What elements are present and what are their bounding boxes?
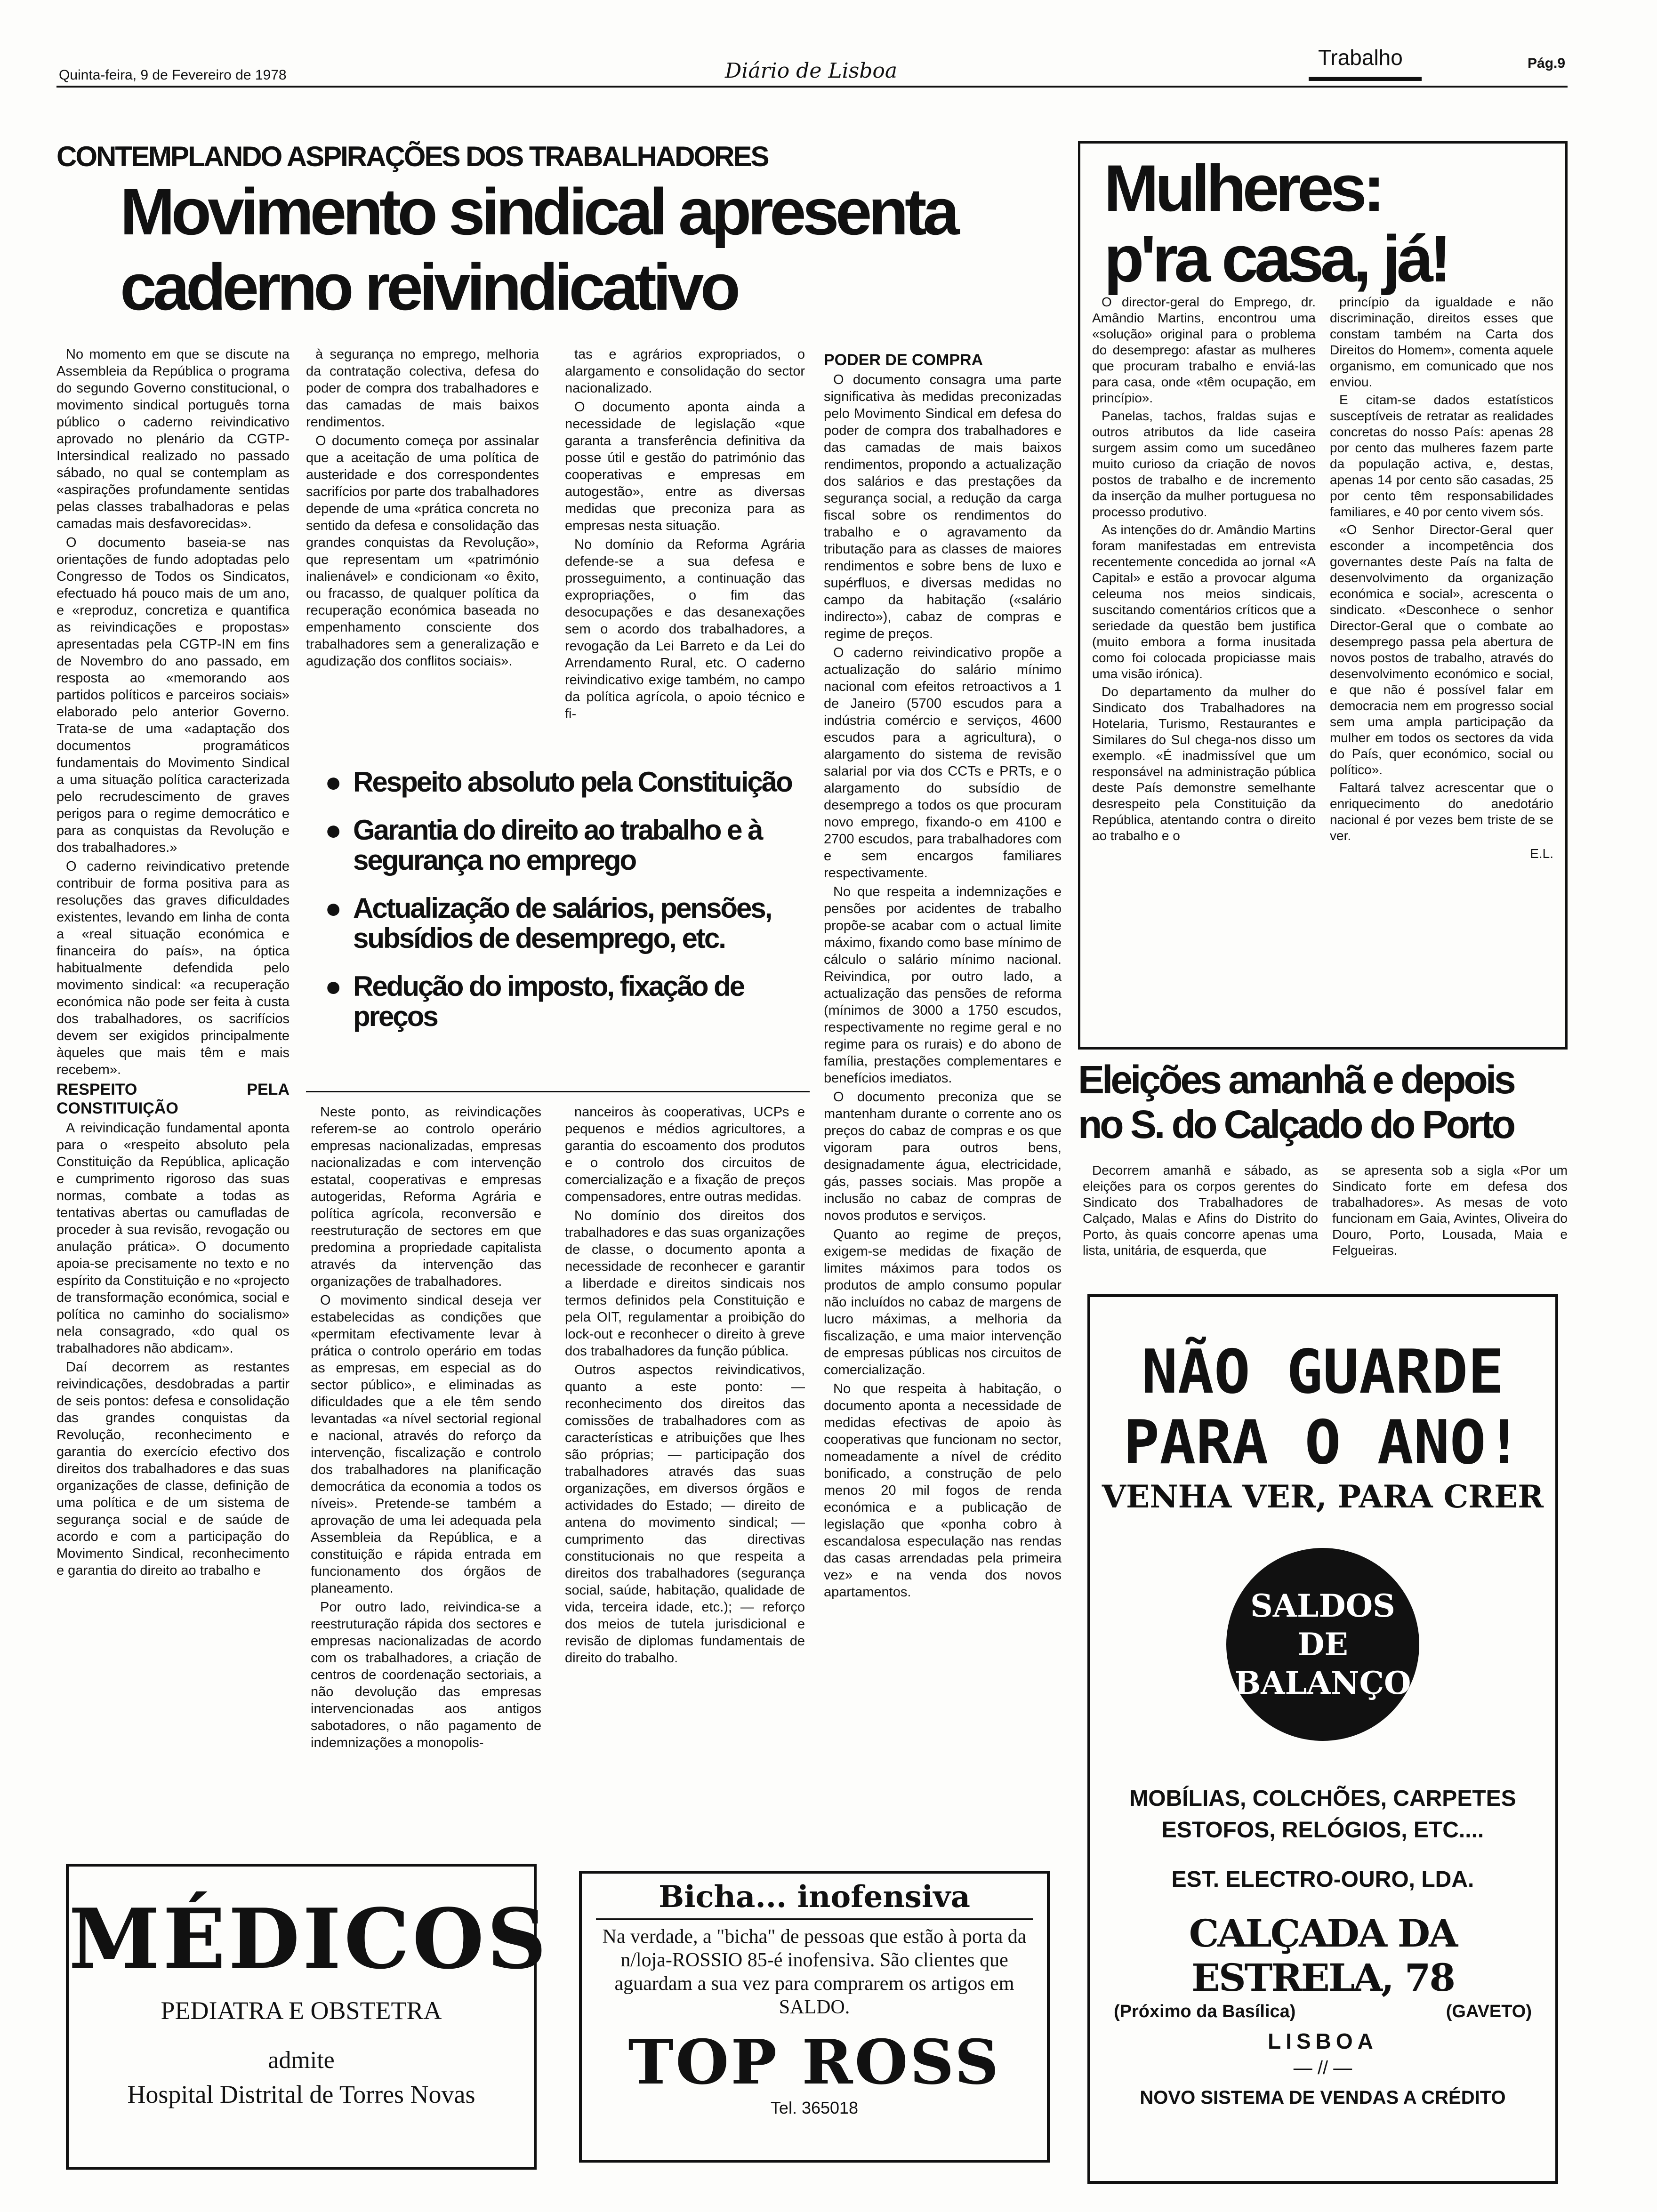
ad-near: (Próximo da Basílica) (1114, 2002, 1296, 2021)
ad-credit: NOVO SISTEMA DE VENDAS A CRÉDITO (1140, 2087, 1506, 2108)
ad-separator: — // — (1293, 2058, 1352, 2078)
ad-items-2: ESTOFOS, RELÓGIOS, ETC.... (1161, 1818, 1484, 1843)
medicos-admits: admite (268, 2047, 335, 2074)
eleicoes-column-a (1083, 1162, 1318, 1260)
paragraph: No domínio dos direitos dos trabalhadores e das suas organizações de classe, o documento aponta a necessidade de reconhecer e garantir a liberdade e direitos sindicais nos termos definidos pela Constituição e pela OIT, regulamentar a proibição do lock-out e reconhecer o direito à greve dos trabalhadores da função pública. (565, 1208, 805, 1359)
key-point: ● Respeito absoluto pela Constituição (325, 766, 792, 798)
page-number: Pág.9 (1528, 56, 1566, 71)
paragraph: O director-geral do Emprego, dr. Amândio Martins, encontrou uma «solução» original para o problema do desemprego: afastar as mulheres que procuram trabalho e enviá-las para casa, onde «têm ocupação, em princípio». (1092, 295, 1316, 405)
ad-address: CALÇADA DA ESTRELA, 78 (1189, 1911, 1457, 2000)
bullet-icon: ● (325, 814, 341, 846)
mulheres-column-b (1330, 294, 1553, 864)
paragraph: nanceiros às cooperativas, UCPs e pequenos e médios agricultores, a garantia do escoamento dos produtos e o controlo dos circuitos de comercialização e a fixação de preços compensadores, entre outras medidas. (565, 1105, 805, 1204)
paragraph: princípio da igualdade e não discriminação, direitos esses que constam também na Carta dos Direitos do Homem», comenta aquele organismo, em comunicado que nos enviou. (1330, 295, 1553, 389)
paragraph: se apresenta sob a sigla «Por um Sindicato forte em defesa dos trabalhadores». As mesas de voto funcionam em Gaia, Avintes, Oliveira do Douro, Porto, Lousada, Maia e Felgueiras. (1332, 1163, 1568, 1258)
subheading-poder: PODER DE COMPRA (824, 351, 983, 369)
paragraph: O documento baseia-se nas orientações de fundo adoptadas pelo Congresso de Todos os Sindicatos, efectuado há pouco mais de um ano, e «reproduz, concretiza e quantifica as reivindicações e propostas» apresentadas pela CGTP-IN em fins de Novembro do ano passado, em resposta ao «memorando aos partidos políticos e parceiros sociais» elaborado pelo anterior Governo. Trata-se de uma «adaptação dos documentos programáticos fundamentais do Movimento Sindical a uma situação política caracterizada pelo recrudescimento de graves perigos para o regime democrático e para as conquistas da Revolução e dos trabalhadores.» (56, 535, 290, 855)
ad-line-3: VENHA VER, PARA CRER (1102, 1478, 1544, 1515)
bullet-icon: ● (325, 970, 341, 1002)
ad-line-2: PARA O ANO! (1123, 1408, 1522, 1478)
headline-line2: caderno reivindicativo (120, 250, 737, 324)
kicker: CONTEMPLANDO ASPIRAÇÕES DOS TRABALHADORES (56, 141, 768, 172)
circle-text: SALDOS (1250, 1587, 1395, 1624)
ad-corner: (GAVETO) (1446, 2002, 1532, 2021)
article-column-1 (56, 346, 290, 1581)
eleicoes-column-b (1332, 1162, 1568, 1260)
paragraph: O movimento sindical deseja ver estabelecidas as condições que «permitam efectivamente levar à prática o controlo operário em todas as empresas, em especial as do sector público», e eliminadas as dificuldades que a ele têm sendo levantadas «a nível sectorial regional e nacional, através do reforço da intervenção, fiscalização e controlo dos trabalhadores na planificação democrática da economia a todos os níveis». Pretende-se também a aprovação de uma lei adequada pela Assembleia da República, e a constituição e rápida entrada em funcionamento dos órgãos de planeamento. (311, 1293, 541, 1596)
article-column-3b (565, 1104, 805, 1668)
eleicoes-title-2: no S. do Calçado do Porto (1078, 1102, 1513, 1146)
ad-city: LISBOA (1268, 2029, 1378, 2053)
section-underline (1309, 77, 1422, 81)
headline-line1: Movimento sindical apresenta (120, 175, 956, 248)
paragraph: «O Senhor Director-Geral quer esconder a incompetência dos governantes deste País na falta de desenvolvimento da organização económica e social», acrescenta o sindicato. «Desconhece o senhor Director-Geral que o combate ao desemprego passa pela abertura de novos postos de trabalho, através do desenvolvimento económico e social, e que não é possível falar em democracia nem em progresso social sem uma ampla participação da mulher em todos os sectores da vida do País, quer económico, social ou político». (1330, 522, 1553, 777)
paragraph: No domínio da Reforma Agrária defende-se a sua defesa e prosseguimento, a continuação das expropriações, o fim das desocupações e das desanexações sem o acordo dos trabalhadores, a revogação da Lei Barreto e da Lei do Arrendamento Rural, etc. O caderno reivindicativo exige também, no campo da política agrícola, o apoio técnico e fi- (565, 537, 805, 721)
key-point: ● Actualização de salários, pensões, subsídios de desemprego, etc. (325, 892, 772, 954)
medicos-ad (66, 1864, 549, 2170)
saldos-ad (1087, 1294, 1558, 2184)
ad-line-1: NÃO GUARDE (1141, 1337, 1504, 1407)
article-column-2b (311, 1104, 541, 1753)
paragraph: E citam-se dados estatísticos susceptíveis de retratar as realidades concretas do nosso País: apenas 28 por cento das mulheres fazem parte da população activa, e, destas, apenas 14 por cento são casadas, 25 por cento têm responsabilidades familiares, e 40 por cento vivem sós. (1330, 393, 1553, 519)
bullet-icon: ● (325, 892, 341, 924)
paragraph: Panelas, tachos, fraldas sujas e outros atributos da lide caseira surgem assim como um sucedâneo muito curioso da criação de novos postos de trabalho e de incremento da inserção da mulher portuguesa no processo produtivo. (1092, 409, 1316, 519)
mulheres-article-box (1078, 141, 1568, 1050)
paragraph: Outros aspectos reivindicativos, quanto a este ponto: — reconhecimento dos direitos das comissões de trabalhadores com as características e atribuições que lhes são próprias; — participação dos trabalhadores através das suas organizações, em diversos órgãos e actividades do Estado; — direito de antena do movimento sindical; — cumprimento das directivas constitucionais no que respeita a direitos dos trabalhadores (segurança social, saúde, habitação, qualidade de vida, terceira idade, etc.); — reforço dos meios de tutela jurisdicional e revisão de diplomas fundamentais de direito do trabalho. (565, 1362, 805, 1666)
paragraph: O documento começa por assinalar que a aceitação de uma política de austeridade e dos correspondentes sacrifícios por parte dos trabalhadores depende de uma «prática concreta no sentido da defesa e consolidação das grandes conquistas da Revolução», que representam um «património inalienável» e condicionam «o êxito, ou fracasso, de qualquer política da recuperação económica baseada no empenhamento consciente dos trabalhadores sem a generalização e agudização dos conflitos sociais». (306, 433, 539, 669)
paragraph: Por outro lado, reivindica-se a reestruturação rápida dos sectores e empresas nacionalizadas de acordo com os trabalhadores, a criação de centros de coordenação sectoriais, a não devolução das empresas intervencionadas aos antigos sabotadores, o não pagamento de indemnizações a monopolis- (311, 1600, 541, 1750)
subheading-respeito: RESPEITO PELA CONSTITUIÇÃO (56, 1081, 290, 1117)
bicha-ad (579, 1871, 1050, 2163)
circle-text: DE (1297, 1626, 1348, 1663)
date-line: Quinta-feira, 9 de Fevereiro de 1978 (59, 67, 287, 83)
eleicoes-title-1: Eleições amanhã e depois (1078, 1058, 1514, 1102)
ad-items-1: MOBÍLIAS, COLCHÕES, CARPETES (1129, 1786, 1516, 1811)
paragraph: A reivindicação fundamental aponta para o «respeito absoluto pela Constituição da República, aplicação e cumprimento rigoroso das suas normas, combate a todas as tentativas abertas ou camufladas de proceder à sua revisão, revogação ou anulação prática». O documento apoia-se precisamente no texto e no espírito da Constituição e no «projecto de transformação económica, social e política no caminho do socialismo» nela consagrado, «do qual os trabalhadores não abdicam». (56, 1121, 290, 1356)
paragraph: Quanto ao regime de preços, exigem-se medidas de fixação de limites máximos para todos os produtos de amplo consumo popular não incluídos no cabaz de margens de lucro máximas, a melhoria da fiscalização, e uma maior intervenção de empresas públicas nos circuitos de comercialização. (824, 1227, 1062, 1378)
paragraph: No momento em que se discute na Assembleia da República o programa do segundo Governo constitucional, o movimento sindical português torna público o caderno reivindicativo aprovado no plenário da CGTP-Intersindical realizado no passado sábado, no qual se contemplam as «aspirações profundamente sentidas pelas classes trabalhadoras e pelas camadas mais desfavorecidas». (56, 347, 290, 531)
paragraph: O documento aponta ainda a necessidade de legislação «que garanta a transferência definitiva da posse útil e gestão do património das cooperativas e empresas em autogestão», entre as diversas medidas que preconiza para as empresas nesta situação. (565, 400, 805, 533)
paragraph: à segurança no emprego, melhoria da contratação colectiva, defesa do poder de compra dos trabalhadores e das camadas de mais baixos rendimentos. (306, 347, 539, 430)
paragraph: tas e agrários expropriados, o alargamento e consolidação do sector nacionalizado. (565, 347, 805, 396)
box-rule (306, 1091, 810, 1092)
paragraph: Neste ponto, as reivindicações referem-se ao controlo operário empresas nacionalizadas, empresas nacionalizadas e com intervenção estatal, cooperativas e empresas autogeridas, Reforma Agrária e política agrícola, reconversão e reestruturação de sectores em que predomina a propriedade capitalista através da intervenção das organizações de trabalhadores. (311, 1105, 541, 1289)
paragraph: Daí decorrem as restantes reivindicações, desdobradas a partir de seis pontos: defesa e consolidação das grandes conquistas da Revolução, reconhecimento e garantia do exercício efectivo dos direitos dos trabalhadores e das suas organizações de classe, definição de uma política e de um sistema de segurança social e de saúde de acordo e com a participação do Movimento Sindical, reconhecimento e garantia do direito ao trabalho e (56, 1360, 290, 1578)
bicha-brand: TOP ROSS (628, 2026, 1001, 2098)
bicha-text: Na verdade, a "bicha" de pessoas que estão à porta da n/loja-ROSSIO 85-é inofensiva. São clientes que aguardam a sua vez para comprarem os artigos em SALDO. (602, 1926, 1027, 2018)
key-points-box (325, 767, 810, 1032)
paragraph: O documento consagra uma parte significativa às medidas preconizadas pelo Movimento Sindical em defesa do poder de compra dos trabalhadores e das camadas de mais baixos rendimentos, propondo a actualização dos salários e das prestações da segurança social, a redução da carga fiscal sobre os rendimentos do trabalho e o agravamento da tributação para as classes de maiores rendimentos e sobre bens de luxo e supérfluos, e diversas medidas no campo da habitação («salário indirecto»), cabaz de compras e regime de preços. (824, 372, 1062, 641)
bicha-title: Bicha... inofensiva (659, 1879, 970, 1915)
header-rule (56, 86, 1568, 88)
medicos-title: MÉDICOS (69, 1891, 549, 1988)
key-point: ● Garantia do direito ao trabalho e à segurança no emprego (325, 814, 762, 876)
key-point: ● Redução do imposto, fixação de preços (325, 970, 744, 1032)
paragraph: As intenções do dr. Amândio Martins foram manifestadas em entrevista recentemente concedida ao jornal «A Capital» e estão a provocar alguma celeuma nos meios sindicais, suscitando comentários críticos que a seriedade da questão bem justifica (muito embora a forma inusitada como foi colocada propiciasse mais uma visão irónica). (1092, 522, 1316, 681)
ad-company: EST. ELECTRO-OURO, LDA. (1171, 1867, 1474, 1892)
paragraph: Decorrem amanhã e sábado, as eleições para os corpos gerentes do Sindicato dos Trabalhadores de Calçado, Malas e Afins do Distrito do Porto, às quais concorre apenas uma lista, unitária, de esquerda, que (1083, 1163, 1318, 1258)
paragraph: Do departamento da mulher do Sindicato dos Trabalhadores na Hotelaria, Turismo, Restaurantes e Similares do Sul chega-nos disso um exemplo. «É inadmissível que um responsável na administração pública deste País demonstre semelhante desrespeito pela Constituição da República, atentando contra o direito ao trabalho e o (1092, 684, 1316, 843)
medicos-specialty: PEDIATRA E OBSTETRA (161, 1996, 442, 2025)
signature: E.L. (1530, 846, 1553, 861)
circle-text: BALANÇO (1234, 1665, 1411, 1701)
bicha-tel: Tel. 365018 (770, 2098, 859, 2117)
article-column-4 (824, 346, 1062, 1603)
section-label: Trabalho (1318, 45, 1403, 70)
paragraph: O caderno reivindicativo propõe a actualização do salário mínimo nacional com efeitos retroactivos a 1 de Janeiro (5700 escudos para a indústria comércio e serviços, 4600 escudos para a agricultura), o alargamento do sistema de revisão salarial por via dos CCTs e PRTs, e o alargamento do subsídio de desemprego a todos os que procuram novo emprego, fixando-o em 4100 e 2700 escudos, para trabalhadores com e sem encargos familiares respectivamente. (824, 645, 1062, 881)
paragraph: No que respeita à habitação, o documento aponta a necessidade de medidas efectivas de apoio às cooperativas que funcionam no sector, nomeadamente a nível de crédito bonificado, a construção de pelo menos 20 mil fogos de renda económica e a publicação de legislação que «ponha cobro à escandalosa especulação nas rendas das casas arrendadas pela primeira vez» e na venda dos novos apartamentos. (824, 1381, 1062, 1600)
ad-address-notes (1090, 2002, 1555, 2022)
paragraph: O documento preconiza que se mantenham durante o corrente ano os preços do cabaz de compras e os que vigoram para outros bens, designadamente água, electricidade, gás, passes sociais. Mas propõe a inclusão no cabaz de compras de novos produtos e serviços. (824, 1090, 1062, 1223)
saldos-circle (1226, 1548, 1419, 1741)
bicha-rule (596, 1918, 1033, 1920)
bullet-icon: ● (325, 766, 341, 798)
masthead: Diário de Lisboa (725, 59, 898, 83)
paragraph: O caderno reivindicativo pretende contribuir de forma positiva para as resoluções das graves dificuldades existentes, levando em linha de conta a «real situação económica e financeira do país», na óptica habitualmente defendida pelo movimento sindical: «a recuperação económica não pode ser feita à custa dos trabalhadores, os sacrifícios devem ser exigidos principalmente àqueles que mais têm e mais recebem». (56, 859, 290, 1077)
mulheres-title-2: p'ra casa, já! (1104, 222, 1448, 296)
paragraph: No que respeita a indemnizações e pensões por acidentes de trabalho propõe-se acabar com o actual limite máximo, fixando como base mínimo de cálculo o salário mínimo nacional. Reivindica, por outro lado, a actualização das pensões de reforma (mínimos de 3000 a 1750 escudos, respectivamente no regime geral e no regime para os rurais) e do abono de família, prestações complementares e benefícios imediatos. (824, 884, 1062, 1086)
mulheres-column-a (1092, 294, 1316, 846)
article-column-2 (306, 346, 539, 672)
mulheres-title-1: Mulheres: (1104, 151, 1382, 225)
paragraph: Faltará talvez acrescentar que o enriquecimento do anedotário nacional é por vezes bem triste de se ver. (1330, 780, 1553, 843)
article-column-3 (565, 346, 805, 724)
medicos-hospital: Hospital Distrital de Torres Novas (127, 2080, 475, 2108)
